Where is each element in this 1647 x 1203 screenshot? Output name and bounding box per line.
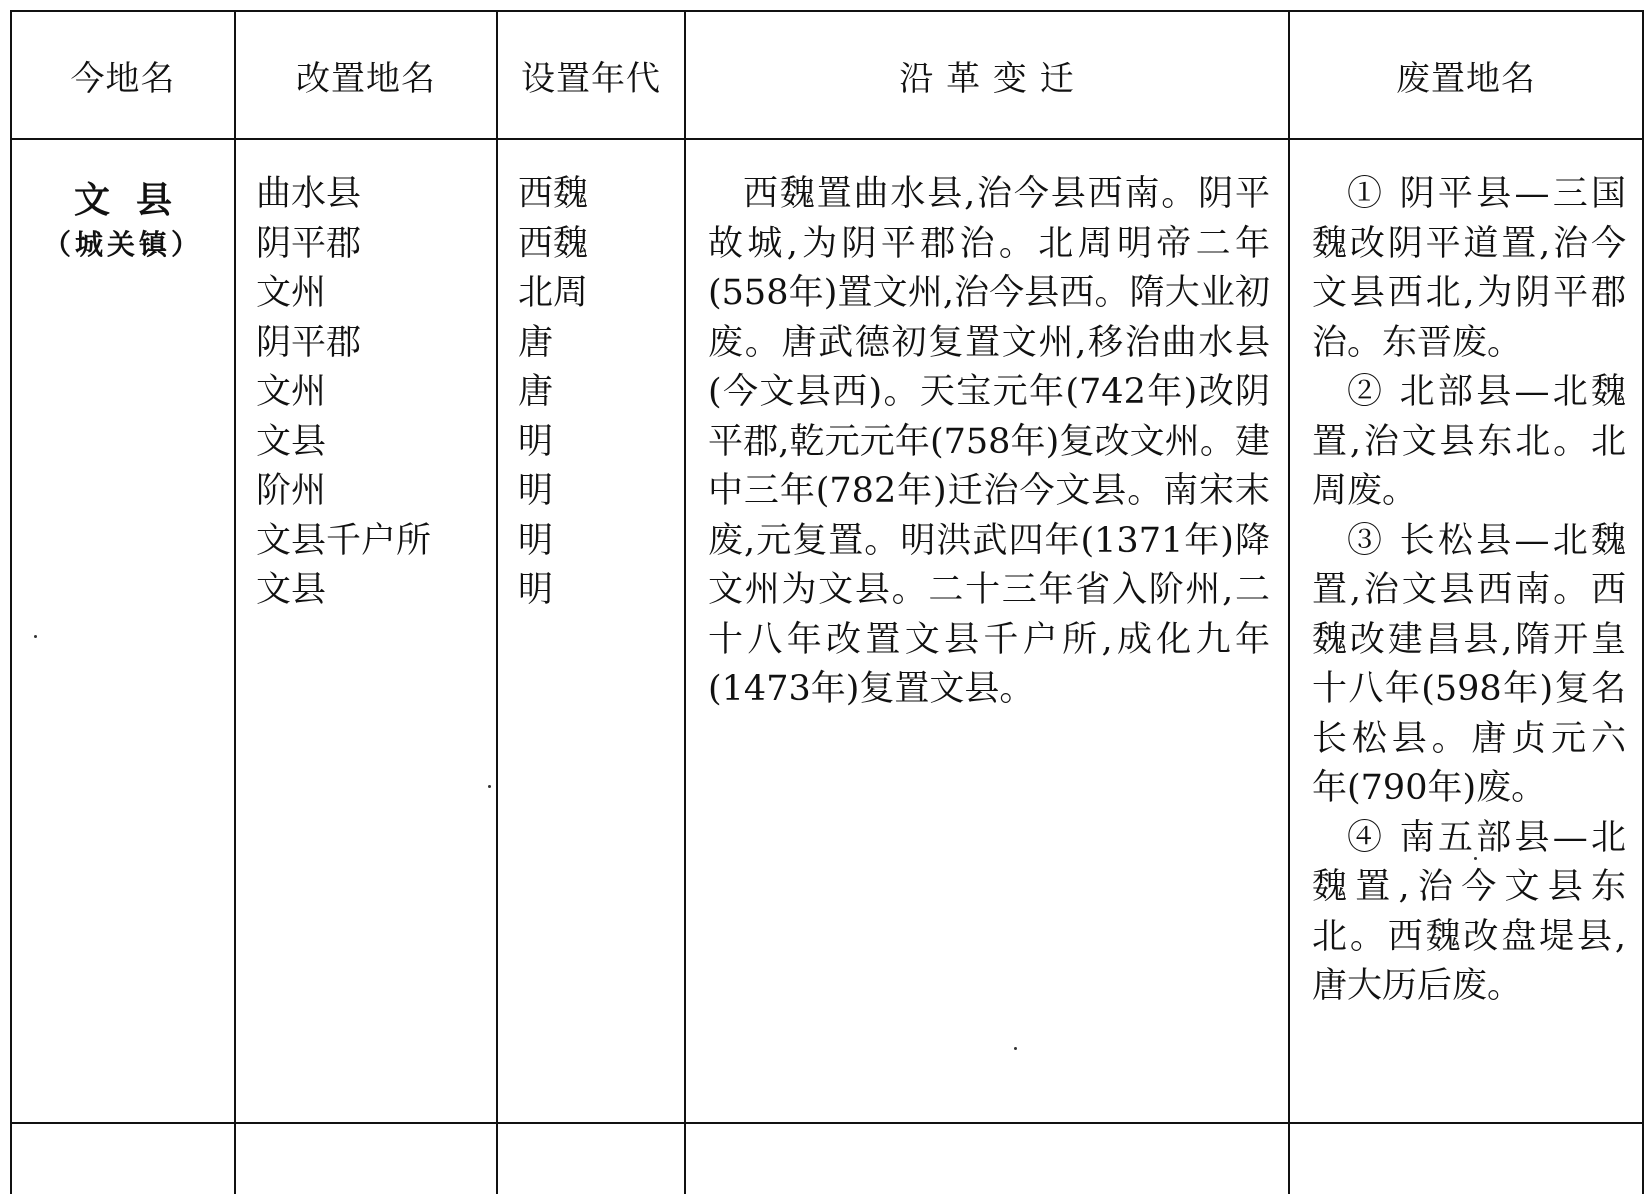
header-abolished-places: 废置地名 (1289, 11, 1643, 139)
scan-speck (1014, 1047, 1017, 1050)
renamed-places-cell (235, 139, 497, 1123)
abolished-place-item: ③ 长松县—北魏置,治文县西南。西魏改建昌县,隋开皇十八年(598年)复名长松县。唐贞元六年(790年)废。 (1312, 520, 1626, 808)
current-name-note: （城关镇） (42, 228, 203, 261)
established-era-item: 明 (518, 520, 554, 561)
scan-speck (1474, 857, 1477, 860)
established-era-item: 唐 (518, 372, 554, 412)
established-era-item: 明 (518, 570, 554, 610)
renamed-place-item: 文州 (256, 372, 327, 412)
abolished-places-list (1290, 140, 1642, 1012)
renamed-place-item: 文县 (256, 421, 327, 462)
established-era-list (498, 140, 684, 616)
renamed-place-item: 阴平郡 (256, 322, 362, 363)
scan-speck (488, 785, 491, 788)
header-history: 沿 革 变 迁 (685, 11, 1289, 139)
renamed-place-item: 阴平郡 (256, 223, 362, 264)
established-era-item: 明 (518, 471, 554, 511)
current-name-cell (11, 139, 235, 1123)
scan-speck (34, 635, 37, 638)
abolished-place-item: ④ 南五部县—北魏置,治今文县东北。西魏改盘堤县,唐大历后废。 (1312, 817, 1626, 1006)
established-era-item: 唐 (518, 322, 554, 363)
abolished-place-item: ① 阴平县—三国魏改阴平道置,治今文县西北,为阴平郡治。东晋废。 (1312, 174, 1626, 363)
established-era-item: 西魏 (518, 174, 589, 214)
header-row (11, 11, 1643, 139)
history-text: 西魏置曲水县,治今县西南。阴平故城,为阴平郡治。北周明帝二年(558年)置文州,治今县西。隋大业初废。唐武德初复置文州,移治曲水县(今文县西)。天宝元年(742年)改阴平郡,乾元元年(758年)复改文州。建中三年(782年)迁治今文县。南宋末废,元复置。明洪武四年(1371年)降文州为文县。二十三年省入阶州,二十八年改置文县千户所,成化九年(1473年)复置文县。 (708, 174, 1270, 709)
history-cell (685, 139, 1289, 1123)
abolished-places-cell (1289, 139, 1643, 1123)
renamed-place-item: 文州 (256, 273, 327, 313)
established-era-item: 明 (518, 421, 554, 462)
header-established-era: 设置年代 (497, 11, 685, 139)
renamed-place-item: 文县千户所 (256, 520, 432, 561)
place-name-table (10, 10, 1644, 1194)
established-era-cell (497, 139, 685, 1123)
current-name: 文县 (73, 179, 198, 221)
renamed-place-item: 曲水县 (256, 174, 362, 214)
abolished-place-item: ② 北部县—北魏置,治文县东北。北周废。 (1312, 372, 1626, 511)
header-current-name: 今地名 (11, 11, 235, 139)
header-renamed-places: 改置地名 (235, 11, 497, 139)
established-era-item: 西魏 (518, 223, 589, 264)
renamed-places-list (236, 140, 496, 616)
established-era-item: 北周 (518, 273, 589, 313)
table-row (11, 139, 1643, 1123)
renamed-place-item: 阶州 (256, 471, 327, 511)
renamed-place-item: 文县 (256, 570, 327, 610)
next-row-stub (11, 1123, 1643, 1194)
